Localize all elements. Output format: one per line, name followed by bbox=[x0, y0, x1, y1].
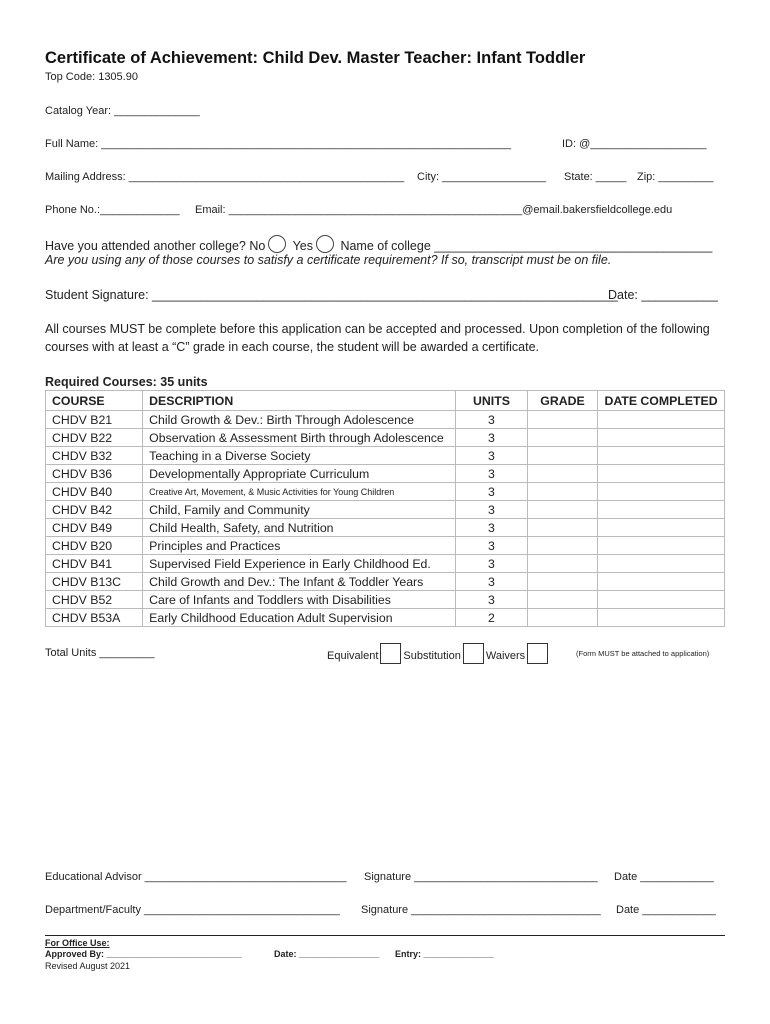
date-completed-cell[interactable] bbox=[598, 465, 725, 483]
header-date-completed: DATE COMPLETED bbox=[598, 391, 725, 411]
course-description: Developmentally Appropriate Curriculum bbox=[143, 465, 456, 483]
table-row bbox=[46, 447, 725, 465]
course-units: 3 bbox=[456, 519, 528, 537]
advisor-date-field[interactable]: Date ____________ bbox=[614, 871, 714, 883]
course-description: Care of Infants and Toddlers with Disabilities bbox=[143, 591, 456, 609]
instructions-line-2: courses with at least a “C” grade in each course, the student will be awarded a certificate. bbox=[45, 340, 540, 354]
course-units: 3 bbox=[456, 591, 528, 609]
course-description: Principles and Practices bbox=[143, 537, 456, 555]
date-completed-cell[interactable] bbox=[598, 411, 725, 429]
date-completed-cell[interactable] bbox=[598, 519, 725, 537]
office-date-field[interactable]: Date: ________________ bbox=[274, 949, 380, 959]
header-grade: GRADE bbox=[527, 391, 597, 411]
course-units: 3 bbox=[456, 447, 528, 465]
table-row bbox=[46, 573, 725, 591]
state-field[interactable]: State: _____ bbox=[564, 171, 627, 183]
table-header-row bbox=[46, 391, 725, 411]
table-row bbox=[46, 465, 725, 483]
instructions-line-1: All courses MUST be complete before this application can be accepted and processed. Upon completion of the following bbox=[45, 322, 710, 336]
date-completed-cell[interactable] bbox=[598, 429, 725, 447]
advisor-signature-field[interactable]: Signature ______________________________ bbox=[364, 871, 598, 883]
date-completed-cell[interactable] bbox=[598, 447, 725, 465]
no-radio[interactable] bbox=[268, 235, 286, 253]
id-field[interactable]: ID: @___________________ bbox=[562, 138, 707, 150]
grade-cell[interactable] bbox=[527, 537, 597, 555]
catalog-year-field[interactable]: Catalog Year: ______________ bbox=[45, 105, 200, 117]
yes-label: Yes bbox=[292, 239, 313, 253]
yes-radio[interactable] bbox=[316, 235, 334, 253]
table-row bbox=[46, 609, 725, 627]
grade-cell[interactable] bbox=[527, 555, 597, 573]
course-units: 3 bbox=[456, 465, 528, 483]
grade-cell[interactable] bbox=[527, 465, 597, 483]
zip-field[interactable]: Zip: _________ bbox=[637, 171, 714, 183]
course-code: CHDV B20 bbox=[46, 537, 143, 555]
date-completed-cell[interactable] bbox=[598, 591, 725, 609]
top-code: Top Code: 1305.90 bbox=[45, 71, 138, 83]
grade-cell[interactable] bbox=[527, 483, 597, 501]
grade-cell[interactable] bbox=[527, 429, 597, 447]
course-description: Child Health, Safety, and Nutrition bbox=[143, 519, 456, 537]
course-description: Child, Family and Community bbox=[143, 501, 456, 519]
date-completed-cell[interactable] bbox=[598, 573, 725, 591]
equivalent-option bbox=[327, 643, 550, 664]
advisor-field[interactable]: Educational Advisor _________________________________ bbox=[45, 871, 347, 883]
course-units: 3 bbox=[456, 411, 528, 429]
college-question-text: Have you attended another college? bbox=[45, 239, 246, 253]
course-units: 3 bbox=[456, 429, 528, 447]
course-units: 3 bbox=[456, 573, 528, 591]
college-name-field[interactable]: Name of college ________________________________________ bbox=[340, 239, 713, 253]
course-description: Observation & Assessment Birth through Adolescence bbox=[143, 429, 456, 447]
grade-cell[interactable] bbox=[527, 591, 597, 609]
date-completed-cell[interactable] bbox=[598, 537, 725, 555]
courses-table bbox=[45, 390, 725, 627]
course-description: Child Growth and Dev.: The Infant & Toddler Years bbox=[143, 573, 456, 591]
date-completed-cell[interactable] bbox=[598, 501, 725, 519]
department-signature-field[interactable]: Signature _______________________________ bbox=[361, 904, 601, 916]
equivalent-checkbox[interactable] bbox=[380, 643, 401, 664]
college-question bbox=[45, 235, 712, 253]
table-row bbox=[46, 591, 725, 609]
course-description: Teaching in a Diverse Society bbox=[143, 447, 456, 465]
course-code: CHDV B32 bbox=[46, 447, 143, 465]
header-course: COURSE bbox=[46, 391, 143, 411]
grade-cell[interactable] bbox=[527, 501, 597, 519]
date-completed-cell[interactable] bbox=[598, 555, 725, 573]
required-courses-heading: Required Courses: 35 units bbox=[45, 375, 208, 389]
course-units: 3 bbox=[456, 555, 528, 573]
course-units: 3 bbox=[456, 483, 528, 501]
transcript-note: Are you using any of those courses to satisfy a certificate requirement? If so, transcript must be on file. bbox=[45, 253, 612, 267]
course-units: 3 bbox=[456, 501, 528, 519]
course-description: Early Childhood Education Adult Supervision bbox=[143, 609, 456, 627]
course-description: Child Growth & Dev.: Birth Through Adolescence bbox=[143, 411, 456, 429]
table-row bbox=[46, 429, 725, 447]
substitution-checkbox[interactable] bbox=[463, 643, 484, 664]
course-description: Supervised Field Experience in Early Childhood Ed. bbox=[143, 555, 456, 573]
grade-cell[interactable] bbox=[527, 447, 597, 465]
substitution-label: Substitution bbox=[403, 650, 461, 662]
course-code: CHDV B53A bbox=[46, 609, 143, 627]
revised-note: Revised August 2021 bbox=[45, 961, 131, 971]
total-units-field[interactable]: Total Units _________ bbox=[45, 647, 155, 659]
waivers-label: Waivers bbox=[485, 650, 526, 662]
date-completed-cell[interactable] bbox=[598, 609, 725, 627]
table-row bbox=[46, 483, 725, 501]
city-field[interactable]: City: _________________ bbox=[417, 171, 547, 183]
course-code: CHDV B22 bbox=[46, 429, 143, 447]
table-row bbox=[46, 411, 725, 429]
course-code: CHDV B41 bbox=[46, 555, 143, 573]
office-divider bbox=[45, 935, 725, 936]
course-code: CHDV B21 bbox=[46, 411, 143, 429]
phone-field[interactable]: Phone No.:_____________ bbox=[45, 204, 180, 216]
header-units: UNITS bbox=[456, 391, 528, 411]
email-field[interactable]: Email: ________________________________________________@email.bakersfieldcollege.edu bbox=[195, 204, 673, 216]
grade-cell[interactable] bbox=[527, 519, 597, 537]
approved-by-field[interactable]: Approved By: ___________________________ bbox=[45, 949, 242, 959]
table-row bbox=[46, 519, 725, 537]
table-row bbox=[46, 537, 725, 555]
page-title: Certificate of Achievement: Child Dev. Master Teacher: Infant Toddler bbox=[45, 49, 586, 67]
no-label: No bbox=[249, 239, 266, 253]
course-units: 3 bbox=[456, 537, 528, 555]
form-note: (Form MUST be attached to application) bbox=[576, 649, 710, 658]
table-row bbox=[46, 555, 725, 573]
entry-field[interactable]: Entry: ______________ bbox=[395, 949, 494, 959]
waivers-checkbox[interactable] bbox=[527, 643, 548, 664]
course-code: CHDV B40 bbox=[46, 483, 143, 501]
student-date-field[interactable]: Date: ___________ bbox=[608, 288, 718, 302]
header-description: DESCRIPTION bbox=[143, 391, 456, 411]
course-units: 2 bbox=[456, 609, 528, 627]
grade-cell[interactable] bbox=[527, 609, 597, 627]
date-completed-cell[interactable] bbox=[598, 483, 725, 501]
course-code: CHDV B52 bbox=[46, 591, 143, 609]
office-use-title: For Office Use: bbox=[45, 938, 110, 948]
student-signature-field[interactable]: Student Signature: ___________________________________________________________________ bbox=[45, 288, 618, 302]
course-code: CHDV B42 bbox=[46, 501, 143, 519]
course-code: CHDV B36 bbox=[46, 465, 143, 483]
mailing-address-field[interactable]: Mailing Address: _____________________________________________ bbox=[45, 171, 405, 183]
course-description: Creative Art, Movement, & Music Activities for Young Children bbox=[143, 483, 456, 501]
department-date-field[interactable]: Date ____________ bbox=[616, 904, 716, 916]
table-row bbox=[46, 501, 725, 519]
full-name-field[interactable]: Full Name: ___________________________________________________________________ bbox=[45, 138, 512, 150]
course-code: CHDV B13C bbox=[46, 573, 143, 591]
grade-cell[interactable] bbox=[527, 573, 597, 591]
grade-cell[interactable] bbox=[527, 411, 597, 429]
equivalent-label: Equivalent bbox=[327, 650, 379, 662]
department-field[interactable]: Department/Faculty ________________________________ bbox=[45, 904, 340, 916]
course-code: CHDV B49 bbox=[46, 519, 143, 537]
